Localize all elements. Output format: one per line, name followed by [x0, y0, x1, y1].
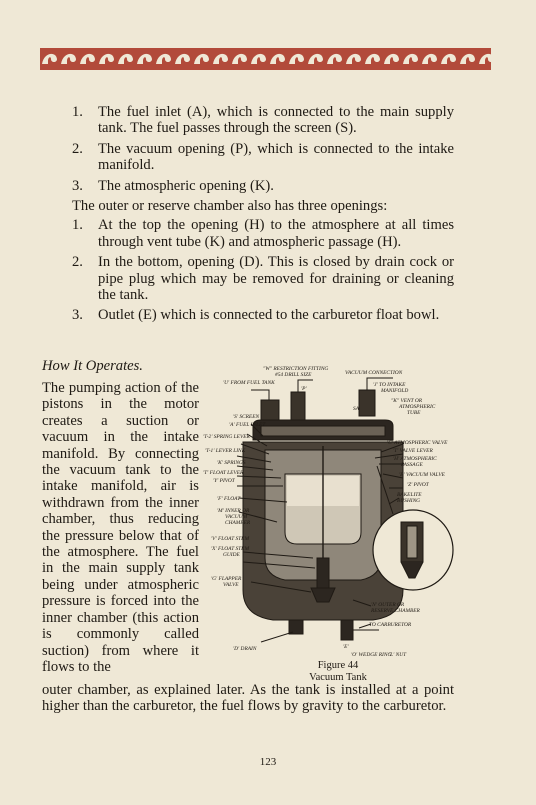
label-atmospheric-valve: 'C' ATMOSPHERIC VALVE — [387, 440, 448, 446]
label-atmospheric-passage: 'H' ATMOSPHERIC — [393, 456, 437, 462]
list-item-text: In the bottom, opening (D). This is closed by drain cock or pipe plug which may be removed for draining or cleaning the tank. — [98, 254, 454, 304]
vacuum-tank-figure — [203, 362, 463, 660]
list-item-text: At the top the opening (H) to the atmosphere at all times through vent tube (K) and atmospheric passage (H). — [98, 217, 454, 250]
label-fuel-inlet: 'A' FUEL INLET — [229, 422, 266, 428]
label-float-lever: 'T' FLOAT LEVER — [203, 470, 244, 476]
label-restriction-fitting: "W" RESTRICTION FITTING — [263, 366, 329, 372]
label-vacuum-connection: VACUUM CONNECTION — [345, 370, 403, 376]
list-item — [72, 217, 454, 250]
page-number: 123 — [259, 756, 277, 768]
operation-paragraph-start: The pumping action of the pistons in the motor creates a suction or vacuum in the intake manifold. By connecting the vacuum tank to the intake manifold, air is withdrawn from the inner chamber, thus reducing the pressure below that of the atmosphere. The fuel in the main supply tank being under atmospheric pressure is forced into the inner chamber (this action is commonly called suction) from where it flows to the — [42, 380, 199, 675]
operation-paragraph-end: outer chamber, as explained later. As the tank is installed at a point higher than the carburetor, the fuel flows by gravity to the carburetor. — [42, 682, 454, 715]
outer-chamber-openings-list — [72, 217, 454, 323]
list-item-number: 3. — [72, 307, 83, 324]
label-outlet-e: 'E' — [343, 644, 349, 650]
label-atmospheric: ATMOSPHERIC — [399, 404, 436, 410]
label-screen: 'S' SCREEN — [233, 414, 260, 420]
label-guide: GUIDE — [223, 552, 240, 558]
label-vent: "K" VENT OR — [391, 398, 423, 404]
label-tube: TUBE — [407, 410, 421, 416]
label-p: 'P' — [301, 386, 307, 392]
label-pivot-y: 'Y' PIVOT — [213, 478, 235, 484]
list-item — [72, 104, 454, 137]
label-spring-lever: 'T-2' SPRING LEVER — [203, 434, 250, 440]
list-item-number: 3. — [72, 177, 83, 194]
label-manifold: MANIFOLD — [381, 388, 409, 394]
label-passage: PASSAGE — [401, 462, 423, 468]
figure-title: Vacuum Tank — [309, 671, 367, 683]
list-item-text: Outlet (E) which is connected to the carburetor float bowl. — [98, 307, 440, 324]
decorative-wave-border — [40, 48, 491, 70]
label-flapper: 'G' FLAPPER — [211, 576, 242, 582]
label-from-fuel-tank: 'U' FROM FUEL TANK — [223, 380, 275, 386]
label-wedge-ring: 'O' WEDGE RING — [351, 652, 392, 658]
label-sa: SA — [353, 406, 359, 412]
list-item-number: 1. — [72, 217, 83, 234]
list-item-number: 2. — [72, 254, 83, 271]
label-nut: 'L' NUT — [389, 652, 407, 658]
list-item-text: The fuel inlet (A), which is connected to the main supply tank. The fuel passes through the screen (S). — [98, 104, 454, 137]
label-vacuum: VACUUM — [225, 514, 248, 520]
list-item-number: 2. — [72, 140, 83, 157]
label-to-carburetor: TO CARBURETOR — [369, 622, 412, 628]
list-item-text: The atmospheric opening (K). — [98, 177, 274, 194]
inner-chamber-openings-list — [72, 104, 454, 194]
outer-chamber-intro: The outer or reserve chamber also has three openings: — [72, 198, 388, 215]
label-valve-lever: 'T' VALVE LEVER — [393, 448, 433, 454]
label-vacuum-valve: 'B' VACUUM VALVE — [399, 472, 445, 478]
list-item-number: 1. — [72, 104, 83, 120]
label-float-stem: 'V' FLOAT STEM — [211, 536, 249, 542]
label-pivot-z: 'Z' PIVOT — [407, 482, 429, 488]
label-chamber: CHAMBER — [225, 520, 251, 526]
list-item — [72, 178, 454, 194]
label-bushing: BUSHING — [397, 498, 421, 504]
label-float: 'F' FLOAT — [217, 496, 241, 502]
figure-number: Figure 44 — [317, 660, 359, 671]
label-reserve-chamber: RESERVE CHAMBER — [371, 608, 420, 614]
label-float-stem-guide: 'X' FLOAT STEM — [211, 546, 249, 552]
label-springs: 'K' SPRINGS — [217, 460, 246, 466]
openings-lists — [72, 104, 454, 328]
label-drill-size: #54 DRILL SIZE — [275, 372, 312, 378]
label-bakelite: BAKELITE — [397, 492, 422, 498]
label-outer-chamber: 'N' OUTER OR — [371, 602, 405, 608]
label-valve: VALVE — [223, 582, 239, 588]
list-item — [72, 254, 454, 303]
label-drain: 'D' DRAIN — [233, 646, 257, 652]
label-to-intake: 'J' TO INTAKE — [373, 382, 406, 388]
section-heading: How It Operates. — [42, 358, 143, 374]
figure-caption — [283, 660, 393, 683]
label-lever-link: 'T-1' LEVER LINK — [205, 448, 246, 454]
list-item-text: The vacuum opening (P), which is connected to the intake manifold. — [98, 140, 454, 174]
list-item — [72, 307, 454, 323]
label-inner-chamber: 'M' INNER OR — [217, 508, 250, 514]
list-item — [72, 141, 454, 174]
